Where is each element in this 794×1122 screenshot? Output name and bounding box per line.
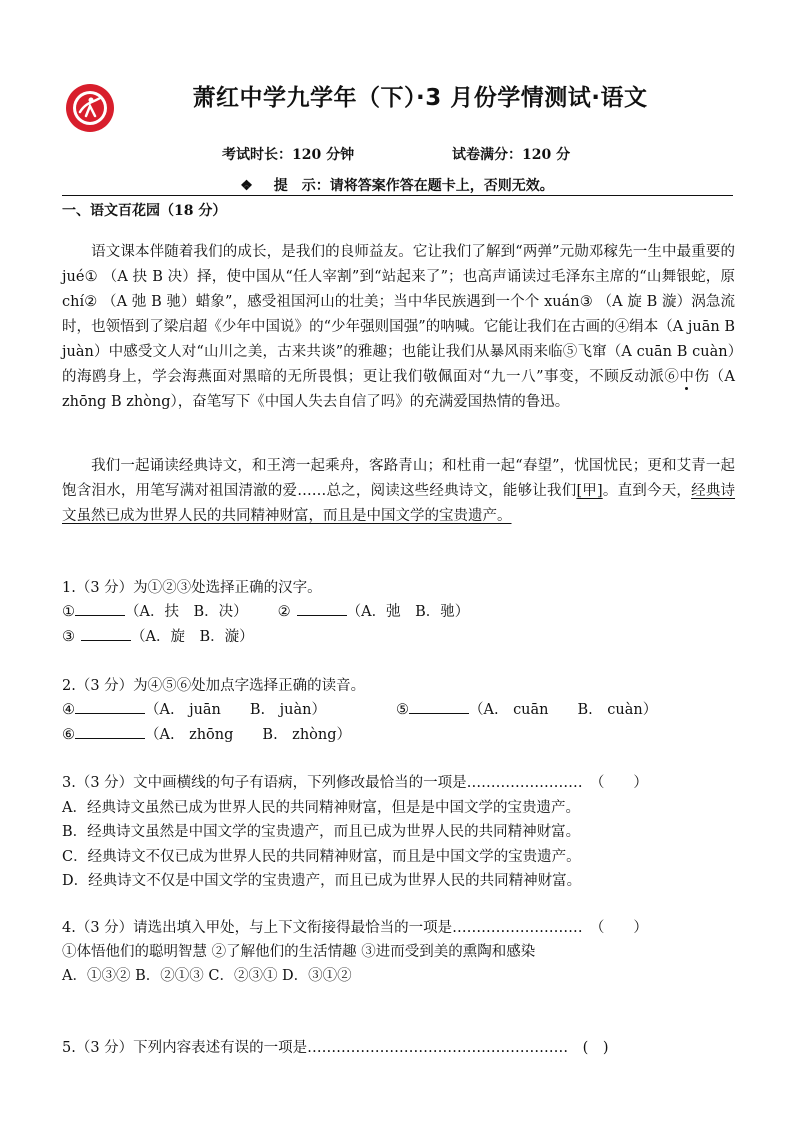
underlined-sentence: 经典诗文虽然已成为世界人民的共同精神财富，而且是中国文学的宝贵遗产。 bbox=[62, 483, 736, 524]
passage-paragraph-1 bbox=[62, 240, 735, 415]
p2-text-a: 我们一起诵读经典诗文，和王湾一起乘舟，客路青山；和杜甫一起“春望”，忧国忧民；更和艾青一起饱含泪水，用笔写满对祖国清澈的爱……总之，阅读这些经典诗文，能够让我们 bbox=[62, 458, 735, 499]
notice-text: 提 示：请将答案作答在题卡上，否则无效。 bbox=[273, 178, 554, 194]
q3-option-a[interactable]: A．经典诗文虽然已成为世界人民的共同精神财富，但是是中国文学的宝贵遗产。 bbox=[62, 800, 580, 816]
p2-text-b: 。直到今天， bbox=[602, 483, 692, 499]
q2-blank-6[interactable] bbox=[75, 724, 145, 739]
section-heading: 一、语文百花园（18 分） bbox=[62, 203, 227, 219]
q1-blank-3[interactable] bbox=[81, 626, 131, 641]
diamond-icon: ❖ bbox=[240, 178, 253, 194]
q2-blank-5[interactable] bbox=[409, 699, 469, 714]
q4-options[interactable]: A．①③② B．②①③ C．②③① D．③①② bbox=[62, 968, 352, 984]
p1-text-a: 语文课本伴随着我们的成长，是我们的良师益友。它让我们了解到“两弹”元勋邓稼先一生中最重要的 jué① （A 抉 B 决）择，使中国从“任人宰割”到“站起来了”；也高声诵读过毛泽东主席的“山舞银蛇，原 chí② （A 弛 B 驰）蜡象”，感受祖国河山的壮美；当中华民族遇到一个个 xuán③ （A 旋 B 漩）涡急流时，也领悟到了梁启超《少年中国说》的“少年强则国强”的呐喊。它能让我们在古画的④绢本（A juān B juàn）中感受文人对“山川之美，古来共谈”的雅趣；也能让我们从暴风雨来临⑤飞窜（A cuān B cuàn）的海鸥身上，学会海燕面对黑暗的无所畏惧；更让我们敬佩面对“九一八”事变，不顾反动派⑥ bbox=[62, 244, 735, 385]
q2-blank-4[interactable] bbox=[75, 699, 145, 714]
q3-option-d[interactable]: D．经典诗文不仅是中国文学的宝贵遗产，而且已成为世界人民的共同精神财富。 bbox=[62, 873, 582, 889]
header-divider bbox=[62, 195, 733, 196]
full-score: 试卷满分：120 分 bbox=[452, 147, 571, 163]
school-logo bbox=[64, 82, 116, 134]
q3-stem: 3.（3 分）文中画横线的句子有语病，下列修改最恰当的一项是…………………… （ ） bbox=[62, 775, 648, 791]
jia-marker: [甲] bbox=[576, 483, 603, 499]
q2-stem: 2.（3 分）为④⑤⑥处加点字选择正确的读音。 bbox=[62, 678, 366, 694]
dotted-char: 中 bbox=[679, 369, 695, 385]
school-logo-icon bbox=[64, 82, 116, 134]
time-limit: 考试时长：120 分钟 bbox=[222, 147, 355, 163]
q3-option-c[interactable]: C．经典诗文不仅已成为世界人民的共同精神财富，而且是中国文学的宝贵遗产。 bbox=[62, 849, 581, 865]
p1-text-b: 伤（A zhōng B zhòng），奋笔写下《中国人失去自信了吗》的充满爱国热情的鲁迅。 bbox=[62, 369, 735, 410]
q4-stem: 4.（3 分）请选出填入甲处，与上下文衔接得最恰当的一项是……………………… （ ） bbox=[62, 920, 648, 936]
page-title: 萧红中学九学年（下）·3 月份学情测试·语文 bbox=[192, 85, 648, 111]
notice bbox=[0, 175, 794, 195]
q1-blank-2[interactable] bbox=[297, 601, 347, 616]
q3-option-b[interactable]: B．经典诗文虽然是中国文学的宝贵遗产，而且已成为世界人民的共同精神财富。 bbox=[62, 824, 581, 840]
q1-line-1: ① （A．扶 B．决） ② （A．弛 B．驰） bbox=[62, 600, 742, 621]
q2-line-2: ⑥ （A. zhōng B. zhòng） bbox=[62, 723, 742, 744]
q1-blank-1[interactable] bbox=[75, 601, 125, 616]
q2-line-1: ④ （A. juān B. juàn） ⑤ （A. cuān B. cuàn） bbox=[62, 698, 742, 719]
q1-stem: 1.（3 分）为①②③处选择正确的汉字。 bbox=[62, 580, 322, 596]
q5-stem: 5.（3 分）下列内容表述有误的一项是……………………………………………… ( ) bbox=[62, 1040, 609, 1056]
passage-paragraph-2 bbox=[62, 454, 735, 529]
q4-items: ①体悟他们的聪明智慧 ②了解他们的生活情趣 ③进而受到美的熏陶和感染 bbox=[62, 944, 536, 960]
q1-line-2: ③ （A．旋 B．漩） bbox=[62, 625, 742, 646]
